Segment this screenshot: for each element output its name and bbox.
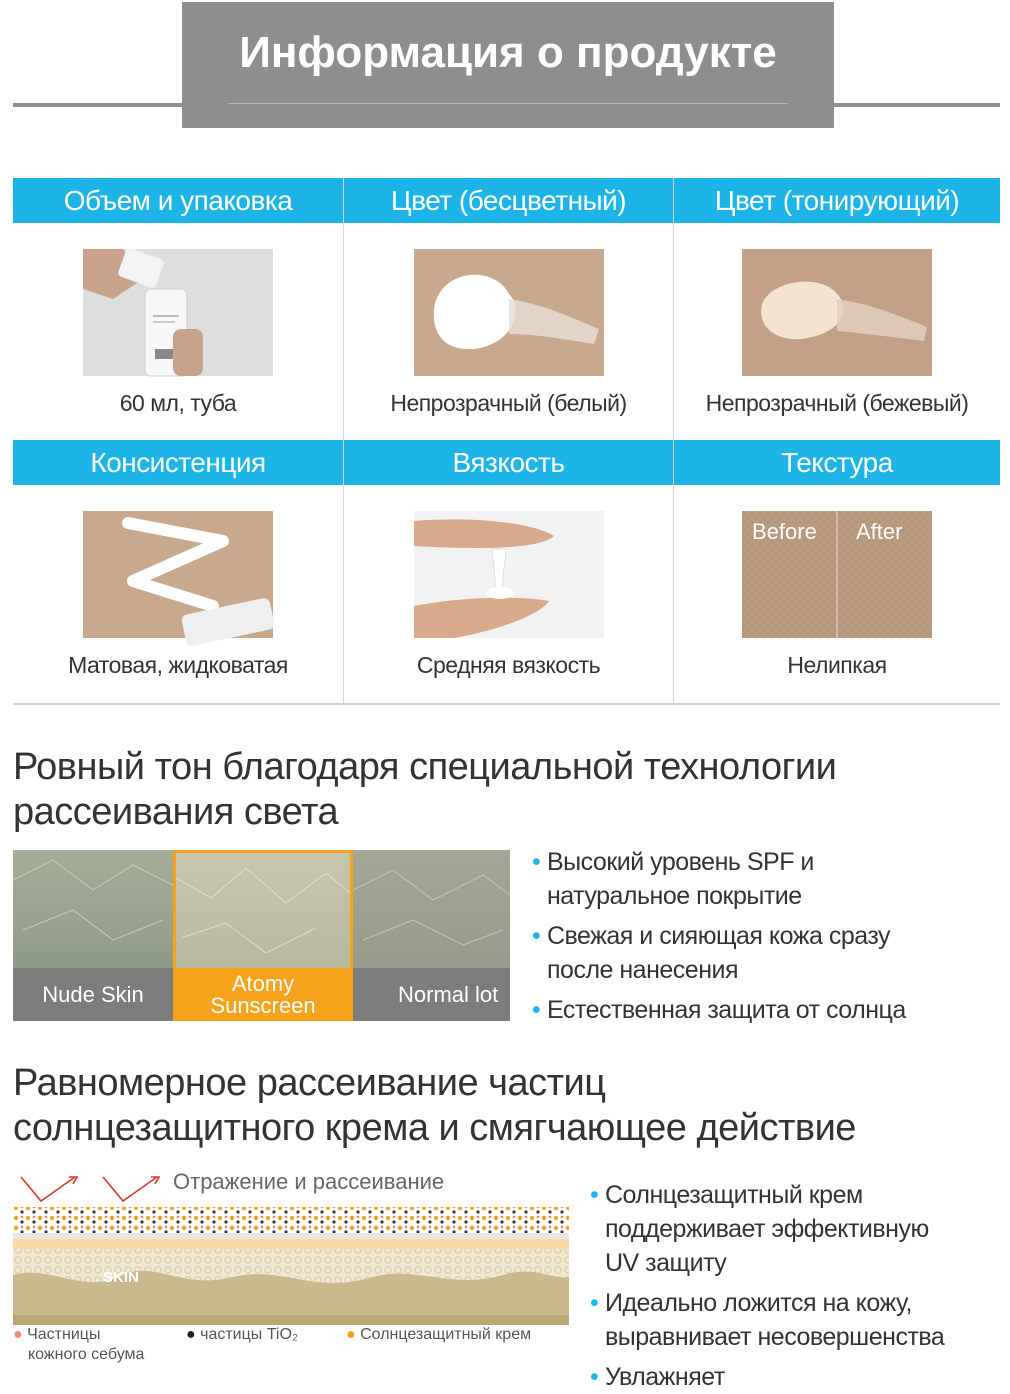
bullet-line: выравнивает несовершенства xyxy=(605,1323,945,1351)
tio2-dot-icon: ● xyxy=(186,1326,201,1343)
header-rule-right xyxy=(833,103,1000,107)
cell-volume xyxy=(13,178,343,440)
beige-swatch-photo xyxy=(742,249,932,376)
cell-caption: Матовая, жидковатая xyxy=(68,652,288,678)
cream-dot-icon: ● xyxy=(346,1326,361,1343)
header-banner xyxy=(182,2,834,128)
cell-color-clear xyxy=(344,178,673,440)
nude-skin-photo xyxy=(13,850,173,968)
bullet-item xyxy=(532,919,1002,987)
bullet-line: Высокий уровень SPF и xyxy=(547,848,814,876)
grid-divider xyxy=(673,178,674,440)
cell-heading: Цвет (тонирующий) xyxy=(674,178,1000,223)
cell-heading: Вязкость xyxy=(344,440,673,485)
nude-skin-label: Nude Skin xyxy=(13,968,173,1021)
legend-text: кожного себума xyxy=(28,1346,145,1363)
bullet-line: Увлажняет xyxy=(605,1363,725,1391)
bullet-line: Солнцезащитный крем xyxy=(605,1181,863,1209)
legend-text: частицы TiO₂ xyxy=(200,1326,299,1343)
section1-bullets xyxy=(532,845,1002,1027)
bullet-line: после нанесения xyxy=(547,956,739,984)
bullet-item xyxy=(532,993,1002,1027)
cell-caption: Средняя вязкость xyxy=(416,652,601,678)
cell-texture xyxy=(674,440,1000,704)
normal-lotion-label: Normal lot xyxy=(353,968,510,1021)
grid-divider xyxy=(343,178,344,440)
cell-consistency xyxy=(13,440,343,704)
legend-text: Частницы xyxy=(27,1326,101,1343)
legend-text: Солнцезащитный крем xyxy=(360,1326,532,1343)
bullet-dot: • xyxy=(532,996,541,1024)
grid-divider xyxy=(343,440,344,704)
bullet-item xyxy=(590,1286,1005,1354)
grid-row-1 xyxy=(13,178,1000,440)
legend-tio2 xyxy=(186,1325,298,1345)
bullet-dot: • xyxy=(532,922,541,950)
grid-bottom-rule xyxy=(13,703,1000,705)
bullet-line: Свежая и сияющая кожа сразу xyxy=(547,922,891,950)
bullet-dot: • xyxy=(590,1289,599,1317)
bullet-line: Естественная защита от солнца xyxy=(547,996,906,1024)
section-title-line: солнцезащитного крема и смягчающее действие xyxy=(13,1107,856,1149)
sebum-dot-icon: ● xyxy=(13,1326,28,1343)
bullet-dot: • xyxy=(532,848,541,876)
cell-heading: Консистенция xyxy=(13,440,343,485)
cell-caption: 60 мл, туба xyxy=(119,390,237,416)
atomy-sunscreen-label xyxy=(173,968,353,1021)
cell-caption: Нелипкая xyxy=(787,652,887,678)
cell-viscosity xyxy=(344,440,673,704)
bullet-dot: • xyxy=(590,1363,599,1391)
diagram-caption: Отражение и рассеивание xyxy=(173,1169,445,1194)
section-title-line: рассеивания света xyxy=(13,791,339,833)
reflection-arrows xyxy=(21,1177,159,1201)
before-label: Before xyxy=(752,519,817,544)
bullet-item xyxy=(590,1360,1005,1394)
cell-caption: Непрозрачный (белый) xyxy=(390,390,627,416)
legend-cream xyxy=(346,1325,531,1345)
section-title-line: Равномерное рассеивание частиц xyxy=(13,1062,606,1104)
section-title-particles xyxy=(13,1061,856,1151)
grid-row-2 xyxy=(13,440,1000,704)
skin-comparison-strip xyxy=(13,850,510,1021)
bullet-line: натуральное покрытие xyxy=(547,882,802,910)
page-title: Информация о продукте xyxy=(239,28,777,77)
header-underline xyxy=(228,103,788,104)
atomy-skin-photo xyxy=(173,850,353,968)
atomy-label-line: Atomy xyxy=(231,971,295,996)
section-title-light-scatter xyxy=(13,745,836,835)
cell-caption: Непрозрачный (бежевый) xyxy=(705,390,969,416)
section2-bullets xyxy=(590,1178,1005,1394)
white-swatch-photo xyxy=(414,249,604,376)
bullet-line: Идеально ложится на кожу, xyxy=(605,1289,912,1317)
legend-sebum xyxy=(13,1325,144,1365)
product-info-grid xyxy=(13,178,1000,704)
after-label: After xyxy=(856,519,903,544)
skin-label: SKIN xyxy=(103,1269,139,1286)
before-after-photo xyxy=(742,511,932,638)
cell-color-tinted xyxy=(674,178,1000,440)
section-title-line: Ровный тон благодаря специальной технологии xyxy=(13,746,837,788)
normal-lotion-photo xyxy=(353,850,510,968)
header-rule-left xyxy=(13,103,183,107)
cell-heading: Объем и упаковка xyxy=(13,178,343,223)
bullet-item xyxy=(532,845,1002,913)
atomy-label-line: Sunscreen xyxy=(210,993,316,1018)
fingers-photo xyxy=(414,511,604,638)
tube-photo xyxy=(83,249,273,376)
zigzag-cream-photo xyxy=(83,511,273,638)
bullet-dot: • xyxy=(590,1181,599,1209)
bullet-line: UV защиту xyxy=(605,1249,727,1277)
cell-heading: Текстура xyxy=(674,440,1000,485)
bullet-item xyxy=(590,1178,1005,1280)
bullet-line: поддерживает эффективную xyxy=(605,1215,929,1243)
cell-heading: Цвет (бесцветный) xyxy=(344,178,673,223)
grid-divider xyxy=(673,440,674,704)
